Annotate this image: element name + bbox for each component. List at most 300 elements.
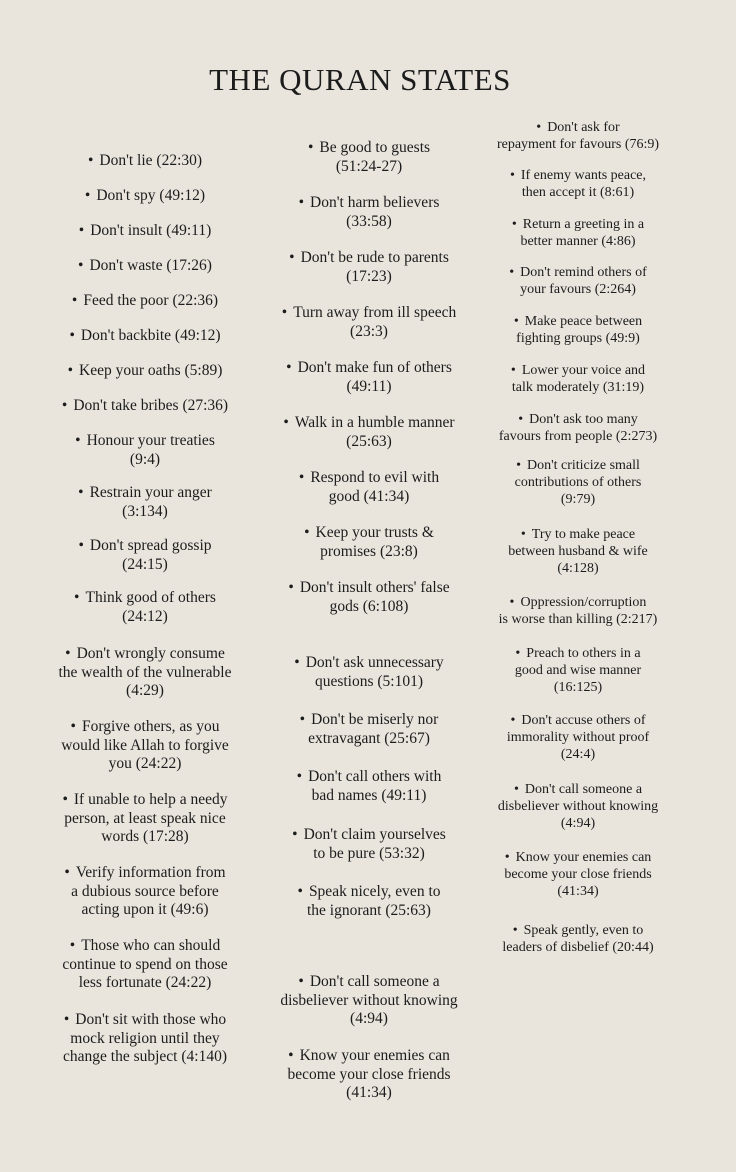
list-item-text: (24:15) [122,555,168,573]
list-item [262,883,476,920]
list-item-text: you (24:22) [108,755,182,772]
list-item [262,304,476,341]
list-item-text: less fortunate (24:22) [78,974,212,991]
list-item-line [30,956,260,975]
list-item-line [262,249,476,268]
list-item-line [262,902,476,921]
list-item [262,359,476,396]
list-item-line [478,815,678,832]
bullet-icon: • [294,654,300,671]
list-item-text: (17:23) [346,267,392,285]
list-item-text: Don't lie (22:30) [99,152,203,169]
list-item-text: Think good of others [85,589,216,606]
list-item-text: disbeliever without knowing [497,799,659,814]
bullet-icon: • [67,362,74,379]
list-item [478,216,678,250]
list-item [262,1047,476,1103]
list-item-line [30,828,260,847]
list-item [478,119,678,153]
list-item-text: Feed the poor (22:36) [83,292,219,309]
list-item [262,711,476,748]
bullet-icon: • [513,782,519,797]
list-item-line [262,711,476,730]
list-item-line [262,158,476,177]
list-item [30,187,260,206]
list-item-text: Respond to evil with [310,469,440,486]
bullet-icon: • [63,1011,70,1028]
list-item-text: Don't harm believers [310,194,440,211]
bullet-icon: • [518,412,524,427]
list-item-line [478,939,678,956]
list-item [478,313,678,347]
list-item-line [262,469,476,488]
list-item-text: Don't call someone a [309,973,440,990]
list-item-text: Lower your voice and [521,363,646,378]
list-item-line [262,883,476,902]
list-item-line [262,1047,476,1066]
bullet-icon: • [286,359,292,376]
bullet-icon: • [78,222,85,239]
list-item-text: bad names (49:11) [311,786,427,804]
list-item-line [30,883,260,902]
list-item [262,469,476,506]
list-item-text: Honour your treaties [86,432,215,449]
list-item-line [478,922,678,939]
list-item-text: Oppression/corruption [520,595,647,610]
list-item-line [262,768,476,787]
list-item-line [30,432,260,451]
list-item-text: (24:12) [122,607,168,625]
list-item [478,712,678,763]
bullet-icon: • [509,595,515,610]
list-item-text: Don't insult (49:11) [90,222,212,239]
list-item-line [30,537,260,556]
list-item-text: (24:4) [560,747,596,762]
list-item-line [478,560,678,577]
bullet-icon: • [298,973,304,990]
list-item-text: favours from people (2:273) [498,429,658,444]
list-item [478,594,678,628]
bullet-icon: • [78,537,84,554]
list-item-text: If unable to help a needy [73,791,228,808]
list-item-line [478,233,678,250]
bullet-icon: • [281,304,288,321]
list-item-line [30,1030,260,1049]
bullet-icon: • [536,120,542,135]
list-item-line [262,433,476,452]
list-item-text: Don't spread gossip [89,537,212,554]
list-item [30,537,260,574]
list-item-text: Don't claim yourselves [303,826,446,843]
list-item-line [478,781,678,798]
list-item-text: Those who can should [81,937,221,954]
list-item-text: your favours (2:264) [520,282,636,297]
list-item-line [478,281,678,298]
list-item-text: Don't accuse others of [521,713,646,728]
list-item-text: better manner (4:86) [520,234,636,249]
list-item-line [30,608,260,627]
list-item-line [30,937,260,956]
bullet-icon: • [75,432,81,449]
list-item-text: Don't ask unnecessary [305,654,444,671]
list-item-line [478,526,678,543]
list-item-line [262,524,476,543]
list-item-text: (51:24-27) [335,157,403,175]
list-item-text: Don't be rude to parents [300,249,449,266]
list-item-line [478,611,678,628]
page-title: THE QURAN STATES [209,62,511,97]
list-item-line [478,849,678,866]
list-item-text: to be pure (53:32) [313,844,425,862]
list-item-text: promises (23:8) [320,542,418,560]
list-item-text: Know your enemies can [299,1047,450,1064]
list-item-text: (23:3) [350,322,388,340]
list-item-line [30,810,260,829]
list-item-text: Keep your oaths (5:89) [79,362,223,379]
list-item [478,411,678,445]
list-item-line [30,682,260,701]
list-item-text: (41:34) [346,1084,392,1101]
list-item [478,922,678,956]
bullet-icon: • [288,1047,294,1064]
list-item-line [262,213,476,232]
list-item-line [478,712,678,729]
list-item-text: leaders of disbelief (20:44) [502,940,654,955]
list-item-line [262,654,476,673]
list-item-line [30,451,260,470]
bullet-icon: • [289,249,295,266]
list-item-text: person, at least speak nice [64,809,226,827]
list-item [30,292,260,311]
list-item-line [30,327,260,346]
list-item-text: If enemy wants peace, [520,168,647,183]
list-item-text: Don't sit with those who [75,1011,227,1028]
list-item-line [262,579,476,598]
list-item [478,167,678,201]
list-item-text: Don't make fun of others [297,359,452,376]
list-item-text: contributions of others [514,475,642,490]
list-item-text: Make peace between [524,314,643,329]
list-item-line [262,268,476,287]
list-item-text: Return a greeting in a [522,217,645,232]
list-item-line [262,730,476,749]
list-item-line [478,313,678,330]
list-item-text: repayment for favours (76:9) [496,137,660,152]
list-item-text: become your close friends [287,1065,451,1083]
list-item-line [30,556,260,575]
list-item-line [30,1011,260,1030]
list-item-line [478,729,678,746]
list-item-text: immorality without proof [506,730,650,745]
list-item-line [478,594,678,611]
list-item-text: Don't waste (17:26) [89,257,212,274]
list-item-text: Don't wrongly consume [76,645,225,662]
list-item-line [478,264,678,281]
list-item-line [262,1084,476,1103]
list-item-line [262,992,476,1011]
bullet-icon: • [69,937,76,954]
list-item-text: continue to spend on those [62,955,228,973]
list-item-text: Don't ask for [547,120,620,135]
list-item [262,579,476,616]
list-item-line [478,662,678,679]
list-item-line [262,139,476,158]
list-item [30,1011,260,1067]
list-item-line [478,474,678,491]
list-item [262,249,476,286]
list-item-line [478,119,678,136]
list-item-text: fighting groups (49:9) [516,331,640,346]
list-item-line [478,362,678,379]
list-item-line [262,323,476,342]
bullet-icon: • [296,768,303,785]
list-item [30,718,260,774]
list-item-line [30,152,260,171]
list-item-text: (33:58) [346,212,392,230]
list-item-line [262,1066,476,1085]
list-item [30,222,260,241]
list-item-line [262,414,476,433]
list-item-text: Speak nicely, even to [308,883,441,900]
list-item-text: Don't remind others of [520,265,647,280]
bullet-icon: • [515,646,521,661]
list-item-text: Don't ask too many [529,412,638,427]
list-item-line [30,664,260,683]
list-item [262,768,476,805]
list-item-text: the ignorant (25:63) [307,901,431,919]
list-item-line [30,645,260,664]
list-item-line [262,787,476,806]
list-item-line [30,737,260,756]
list-item-line [262,673,476,692]
list-item-text: (3:134) [122,502,168,520]
list-item-text: (16:125) [553,680,603,695]
list-item-line [30,397,260,416]
bullet-icon: • [510,713,516,728]
list-item-text: between husband & wife [508,544,648,559]
bullet-icon: • [283,414,289,431]
list-item-text: good and wise manner [514,663,642,678]
list-item [30,362,260,381]
list-item-text: talk moderately (31:19) [511,380,645,395]
bullet-icon: • [509,265,515,280]
list-item-line [262,826,476,845]
list-item-line [262,543,476,562]
list-item [478,645,678,696]
list-item-text: would like Allah to forgive [61,736,229,754]
bullet-icon: • [513,314,519,329]
list-item-line [30,222,260,241]
list-item-line [262,598,476,617]
bullet-icon: • [509,168,515,183]
list-item [262,139,476,176]
list-item-text: good (41:34) [328,487,410,505]
list-item-text: (4:94) [350,1010,388,1027]
bullet-icon: • [307,139,314,156]
list-item-text: Don't take bribes (27:36) [73,397,229,414]
list-item-line [30,187,260,206]
list-item-text: Walk in a humble manner [294,414,455,431]
list-item-line [478,184,678,201]
list-item-text: (49:11) [346,377,392,395]
list-item-text: the wealth of the vulnerable [58,663,232,681]
list-item-text: Keep your trusts & [315,524,434,541]
list-item-line [262,304,476,323]
list-item-text: change the subject (4:140) [63,1048,227,1065]
bullet-icon: • [520,527,526,542]
list-item [30,645,260,701]
list-item [30,864,260,920]
list-item-text: (41:34) [557,884,599,899]
bullet-icon: • [504,850,510,865]
bullet-icon: • [62,791,68,808]
list-item-line [478,457,678,474]
list-item [262,826,476,863]
list-item-text: Be good to guests [319,139,431,156]
list-item-text: (4:94) [560,816,596,831]
list-item-line [478,543,678,560]
list-item [30,397,260,416]
list-item-text: Don't backbite (49:12) [80,327,221,344]
list-item-line [262,194,476,213]
bullet-icon: • [70,718,76,735]
list-item-text: become your close friends [504,867,652,882]
list-item-line [478,428,678,445]
list-item-text: acting upon it (49:6) [81,901,209,918]
bullet-icon: • [78,484,84,501]
list-item [478,849,678,900]
bullet-icon: • [84,187,91,204]
list-item [262,414,476,451]
bullet-icon: • [299,711,306,728]
list-item-line [478,411,678,428]
list-item-text: mock religion until they [70,1029,220,1047]
list-item-text: is worse than killing (2:217) [498,612,658,627]
list-item-line [30,484,260,503]
list-item-line [30,791,260,810]
list-item-line [262,488,476,507]
list-item-text: (4:128) [557,561,599,576]
bullet-icon: • [297,883,303,900]
list-item [30,327,260,346]
list-item-text: words (17:28) [101,828,189,845]
bullet-icon: • [74,589,80,606]
bullet-icon: • [65,645,71,662]
list-item-text: (25:63) [346,432,392,450]
list-item [478,526,678,577]
list-item-line [478,883,678,900]
list-item-line [478,866,678,883]
bullet-icon: • [516,458,521,473]
list-item-line [30,292,260,311]
list-item [30,152,260,171]
list-item-line [478,379,678,396]
list-item-text: (4:29) [126,682,164,699]
list-item-line [30,503,260,522]
list-item-line [30,257,260,276]
list-item-line [30,718,260,737]
list-item-text: Forgive others, as you [81,718,220,735]
list-item [478,264,678,298]
list-item-line [262,973,476,992]
list-item-line [478,330,678,347]
bullet-icon: • [288,579,294,596]
list-item-text: (9:79) [560,492,596,507]
list-item [30,791,260,847]
bullet-icon: • [292,826,298,843]
list-item [30,257,260,276]
list-item [262,654,476,691]
list-item [30,937,260,993]
list-item [478,781,678,832]
list-item-line [262,1010,476,1029]
list-item-text: a dubious source before [71,882,219,900]
bullet-icon: • [304,524,310,541]
list-item-line [30,864,260,883]
list-item-line [262,845,476,864]
list-item-text: questions (5:101) [314,672,424,690]
list-item [262,194,476,231]
bullet-icon: • [78,257,84,274]
list-item-line [478,645,678,662]
list-item [30,432,260,469]
list-item-line [30,589,260,608]
bullet-icon: • [71,292,78,309]
list-item-line [30,1048,260,1067]
list-item [30,484,260,521]
list-item [30,589,260,626]
list-item-line [478,136,678,153]
bullet-icon: • [512,923,518,938]
bullet-icon: • [87,152,94,169]
list-item-line [478,798,678,815]
list-item-line [30,901,260,920]
list-item-text: Don't be miserly nor [311,711,439,728]
list-item-text: Restrain your anger [89,484,212,501]
list-item-text: Don't criticize small [526,458,640,473]
list-item-text: then accept it (8:61) [521,185,635,200]
bullet-icon: • [298,194,305,211]
bullet-icon: • [64,864,70,881]
list-item-line [478,679,678,696]
list-item-line [478,491,678,508]
list-item [262,973,476,1029]
list-item-text: gods (6:108) [329,597,409,615]
bullet-icon: • [298,469,305,486]
list-item-line [30,974,260,993]
list-item [478,362,678,396]
list-item-text: Don't call others with [308,768,442,785]
list-item-line [478,167,678,184]
list-item-line [262,359,476,378]
list-item-text: disbeliever without knowing [280,991,458,1009]
list-item-line [30,755,260,774]
list-item-text: Don't insult others' false [299,579,450,596]
list-item-text: Know your enemies can [515,850,652,865]
list-item-line [478,216,678,233]
list-item [262,524,476,561]
list-item [478,457,678,508]
list-item-text: Don't call someone a [524,782,643,797]
list-item-text: Try to make peace [531,527,636,542]
list-item-text: Turn away from ill speech [293,304,457,321]
list-item-text: (9:4) [129,450,161,468]
list-item-text: Don't spy (49:12) [96,187,206,204]
list-item-text: Speak gently, even to [523,923,644,938]
bullet-icon: • [69,327,75,344]
bullet-icon: • [510,363,516,378]
bullet-icon: • [61,397,68,414]
